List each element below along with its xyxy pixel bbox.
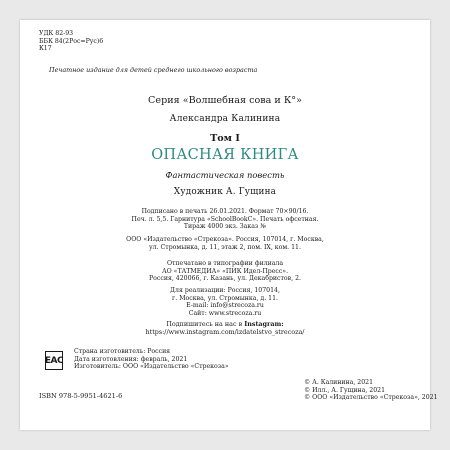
series-title: Серия «Волшебная сова и К°» xyxy=(148,95,302,106)
printing-line: Подписано в печать 26.01.2021. Формат 70×90/16. xyxy=(141,208,309,215)
printing-line: Печ. л. 5,5. Гарнитура «SchoolBookC». Печать офсетная. xyxy=(131,215,319,223)
bbk-code: ББК 84(2Рос=Рус)6 xyxy=(39,37,104,45)
social-prompt: Подпишитесь на нас в xyxy=(166,320,243,328)
author-name: Александра Калинина xyxy=(169,114,281,124)
sales-line: г. Москва, ул. Стромынка, д. 11. xyxy=(172,294,278,302)
imprint-page xyxy=(20,20,438,430)
udk-code: УДК 82-93 xyxy=(39,30,74,37)
printing-line: Тираж 4000 экз. Заказ № xyxy=(183,223,267,231)
illustrator-credit: Художник А. Гущина xyxy=(173,187,277,197)
sales-contacts xyxy=(20,287,430,317)
author-mark: К17 xyxy=(39,45,52,53)
social-follow xyxy=(20,321,430,337)
printing-house-line: Отпечатано в типографии филиала xyxy=(166,260,284,267)
printing-house-line: Россия, 420066, г. Казань, ул. Декабристов, 2. xyxy=(149,275,301,283)
sales-line: Для реализации: Россия, 107014, xyxy=(170,287,280,294)
copyright-line: © Илл., А. Гущина, 2021 xyxy=(304,386,386,394)
copyright-line: © ООО «Издательство «Стрекоза», 2021 xyxy=(304,394,438,402)
manufacturer-name: Изготовитель: ООО «Издательство «Стрекоза» xyxy=(74,363,229,371)
manufacture-date: Дата изготовления: февраль, 2021 xyxy=(74,355,188,363)
copyright-line: © А. Калинина, 2021 xyxy=(304,379,374,386)
publisher-line: ул. Стромынка, д. 11, этаж 2, пом. IX, ком. 11. xyxy=(149,243,301,251)
printing-details xyxy=(20,208,430,231)
printing-house xyxy=(20,260,430,283)
eac-conformity-icon: EAC xyxy=(45,351,63,370)
classification-codes xyxy=(39,30,103,53)
manufacturer-country: Страна изготовитель: Россия xyxy=(74,348,171,355)
copyright-block xyxy=(304,379,438,402)
book-title: ОПАСНАЯ КНИГА xyxy=(151,147,299,163)
manufacturer-info xyxy=(74,348,229,371)
publisher-line: ООО «Издательство «Стрекоза». Россия, 107014, г. Москва, xyxy=(126,236,324,243)
email-line: E-mail: info@strecoza.ru xyxy=(186,302,264,310)
print-note: Печатное издание для детей среднего школьного возраста xyxy=(49,66,258,74)
isbn-number: ISBN 978-5-9951-4621-6 xyxy=(39,392,123,400)
printing-house-line: АО «ТАТМЕДИА» «ПИК Идел-Пресс». xyxy=(161,267,289,275)
website-line: Сайт: www.strecoza.ru xyxy=(188,309,262,317)
genre-label: Фантастическая повесть xyxy=(165,170,285,180)
instagram-brand: Instagram: xyxy=(244,320,284,328)
volume-label: Том I xyxy=(210,133,240,144)
publisher-address xyxy=(20,236,430,251)
instagram-url[interactable]: https://www.instagram.com/izdatelstvo_strecoza/ xyxy=(145,327,305,336)
